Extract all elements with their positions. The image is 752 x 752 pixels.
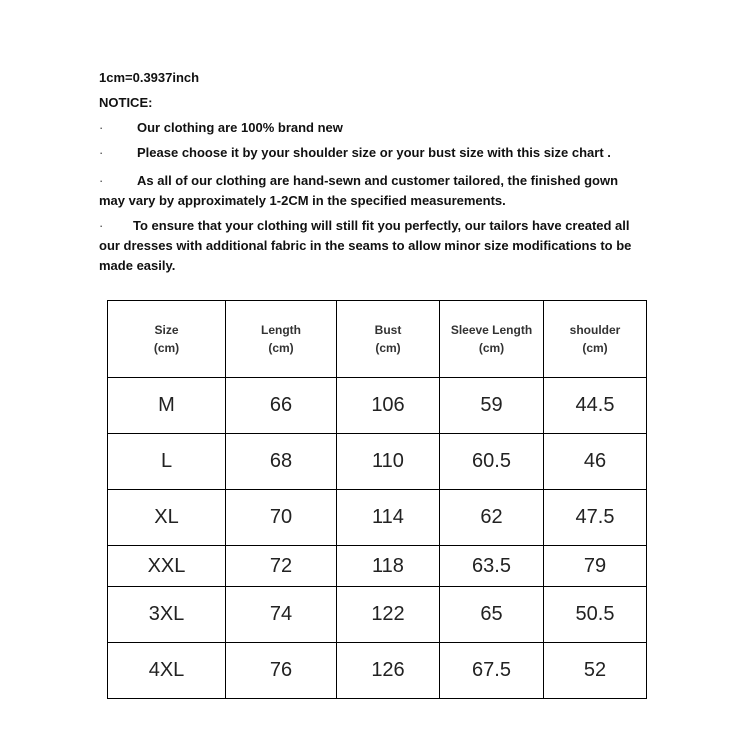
- bullet-icon: ·: [99, 218, 104, 233]
- cell-bust: 122: [337, 587, 440, 643]
- table-row: [108, 434, 647, 490]
- cell-length: 68: [226, 434, 337, 490]
- cell-sleeve: 62: [440, 490, 544, 546]
- cell-size: XXL: [108, 546, 226, 587]
- header-sleeve-length: Sleeve Length (cm): [440, 301, 544, 378]
- cell-size: XL: [108, 490, 226, 546]
- note-text: Our clothing are 100% brand new: [137, 120, 343, 135]
- notes-section: [99, 68, 639, 276]
- header-bust: Bust (cm): [337, 301, 440, 378]
- cell-bust: 126: [337, 643, 440, 699]
- table-header-row: [108, 301, 647, 378]
- cell-shoulder: 50.5: [544, 587, 647, 643]
- cell-sleeve: 65: [440, 587, 544, 643]
- note-item: [99, 216, 639, 276]
- table-row: [108, 587, 647, 643]
- header-shoulder: shoulder (cm): [544, 301, 647, 378]
- note-text: To ensure that your clothing will still fit you perfectly, our tailors have created all our dresses with additional fabric in the seams to allow minor size modifications to be made easily.: [99, 218, 632, 273]
- size-chart-table: [107, 300, 647, 699]
- cell-shoulder: 44.5: [544, 378, 647, 434]
- cell-length: 70: [226, 490, 337, 546]
- bullet-icon: ·: [99, 120, 104, 135]
- note-item: [99, 143, 639, 168]
- cell-length: 66: [226, 378, 337, 434]
- cell-length: 76: [226, 643, 337, 699]
- header-length: Length (cm): [226, 301, 337, 378]
- cell-size: 4XL: [108, 643, 226, 699]
- table-row: [108, 546, 647, 587]
- cell-bust: 106: [337, 378, 440, 434]
- note-text: As all of our clothing are hand-sewn and customer tailored, the finished gown may vary by approximately 1-2CM in the specified measurements.: [99, 173, 619, 208]
- cell-sleeve: 67.5: [440, 643, 544, 699]
- cell-bust: 110: [337, 434, 440, 490]
- cell-shoulder: 79: [544, 546, 647, 587]
- table-row: [108, 643, 647, 699]
- table-row: [108, 490, 647, 546]
- bullet-icon: ·: [99, 145, 104, 160]
- notice-heading: NOTICE:: [99, 95, 153, 110]
- note-item: [99, 118, 639, 143]
- cell-shoulder: 46: [544, 434, 647, 490]
- cell-sleeve: 59: [440, 378, 544, 434]
- cell-bust: 118: [337, 546, 440, 587]
- bullet-icon: ·: [99, 173, 104, 188]
- note-item: [99, 171, 639, 211]
- cell-length: 72: [226, 546, 337, 587]
- cell-sleeve: 63.5: [440, 546, 544, 587]
- cell-length: 74: [226, 587, 337, 643]
- cell-size: M: [108, 378, 226, 434]
- header-size: Size (cm): [108, 301, 226, 378]
- cell-bust: 114: [337, 490, 440, 546]
- note-text: Please choose it by your shoulder size or your bust size with this size chart .: [137, 145, 611, 160]
- cell-shoulder: 47.5: [544, 490, 647, 546]
- cell-sleeve: 60.5: [440, 434, 544, 490]
- cell-size: L: [108, 434, 226, 490]
- conversion-note: 1cm=0.3937inch: [99, 70, 200, 85]
- table-row: [108, 378, 647, 434]
- cell-size: 3XL: [108, 587, 226, 643]
- cell-shoulder: 52: [544, 643, 647, 699]
